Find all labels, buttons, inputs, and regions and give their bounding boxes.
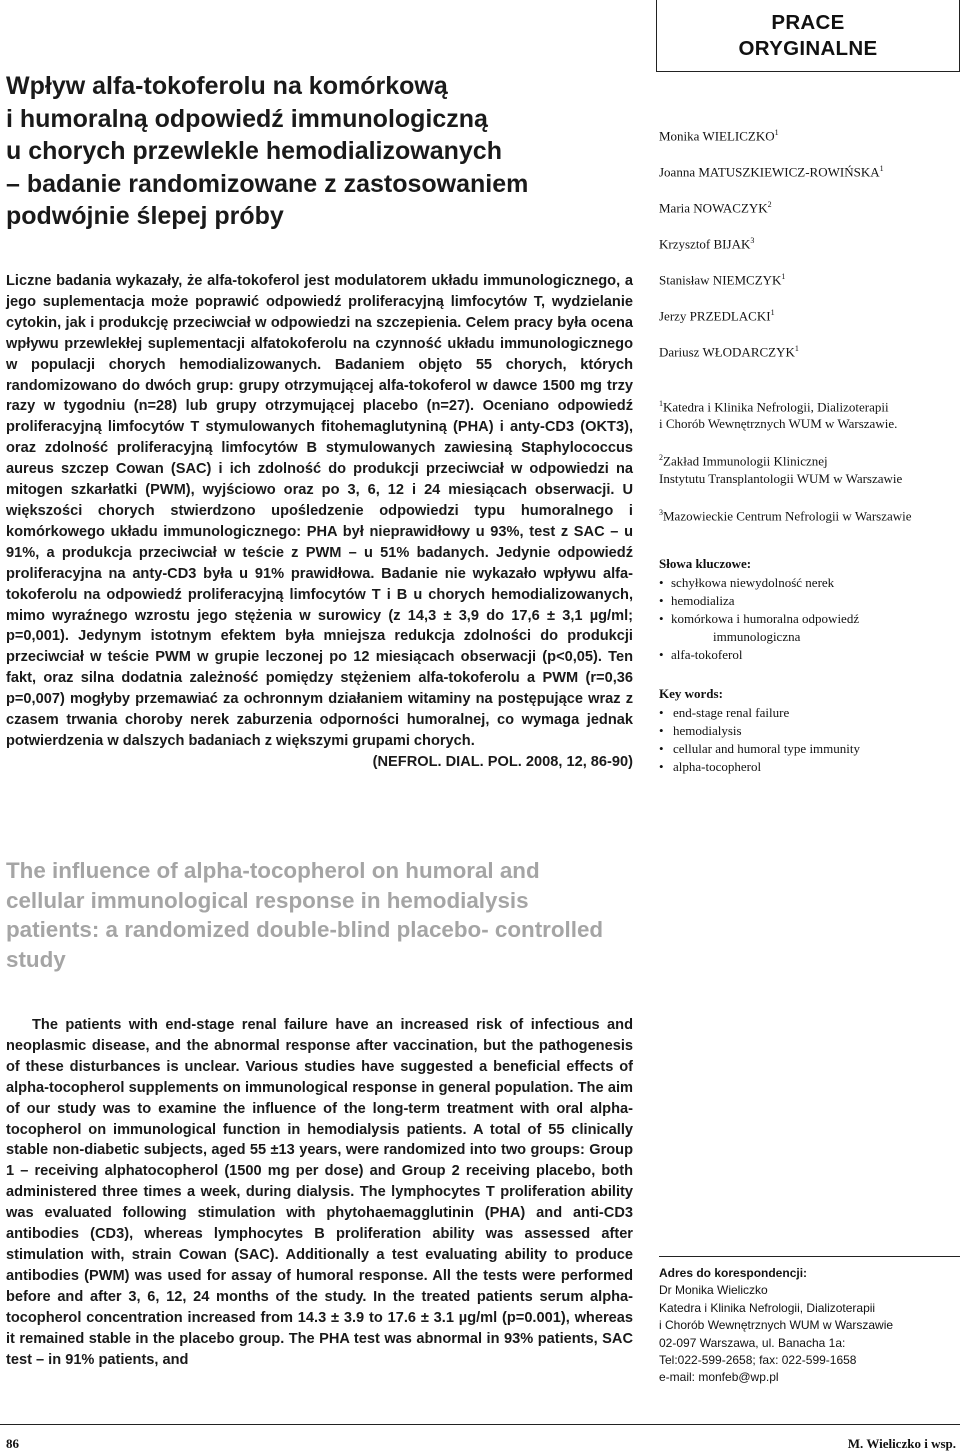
keyword-item-continuation: immunologiczna — [713, 629, 801, 644]
footer-divider — [0, 1424, 960, 1425]
affiliation: $^2$Zakład Immunologii Klinicznej Instytutu Transplantologii WUM w Warszawie — [659, 453, 903, 486]
author: Maria NOWACZYK$^2$ — [659, 200, 772, 216]
section-label-box — [656, 0, 960, 72]
section-label: PRACE ORYGINALNE — [738, 11, 878, 60]
abstract-polish-text: Liczne badania wykazały, że alfa-tokoferol jest modulatorem układu immunologicznego, a jego suplementacja może poprawić odpowiedź proliferacyjną limfocytów T, wydzielanie cytokin, jak i produkcję przeciwciał w odpowiedzi na szczepienia. Celem pracy była ocena wpływu przewlekłej suplementacji alfatokoferolu na czynność układu immunologicznego w populacji chorych hemodializowanych. Badaniem objęto 55 chorych, których randomizowano do dwóch grup: grupy otrzymującej alfa-tokoferol w dawce 1500 mg trzy razy w tygodniu (n=28) lub grupy otrzymującej placebo (n=27). Oceniano odpowiedź proliferacyjną limfocytów T stymulowanych fitohemaglutyniną (PHA) i anty-CD3 (OKT3), oraz zdolność proliferacyjną limfocytów B stymulowanych zawiesiną Staphylococcus aureus szczep Cowan (SAC) i ich zdolność do produkcji przeciwciał w odpowiedzi na mitogen szkarłatki (PWM), wyjściowo oraz po 3, 6, 12 i 24 miesiącach obserwacji. U większości chorych stwierdzono upośledzenie odpowiedzi typu humoralnego i komórkowego układu immunologicznego: PHA był nieprawidłowy u 93%, test z SAC – u 91%, a produkcja przeciwciał w teście z PWM – u 51% badanych. Jedynie odpowiedź proliferacyjna na anty-CD3 była u 91% prawidłowa. Badanie nie wykazało wpływu alfa-tokoferolu na odpowiedź proliferacyjną limfocytów T i B u chorych hemodializowanych, mimo wyraźnego wzrostu jego stężenia w surowicy (z 14,3 ± 3,9 do 17,6 ± 3,1 µg/ml; p=0,001). Jedynym istotnym efektem była mniejsza redukcja zdolności do produkcji przeciwciał w teście PWM w grupie leczonej po 12 miesiącach obserwacji (p<0,05). Ten fakt, oraz silna dodatnia zależność pomiędzy stężeniem alfa-tokoferolu a PWM (r=0,36 p=0,007) mogłyby przemawiać za ochronnym działaniem witaminy na postępujące wraz z czasem trwania choroby nerek zaburzenia odporności humoralnej, co wymaga jednak potwierdzenia w dalszych badaniach z większymi grupami chorych. — [6, 273, 633, 749]
running-author: M. Wieliczko i wsp. — [847, 1436, 956, 1451]
keywords-polish-heading: Słowa kluczowe: — [659, 556, 752, 571]
author: Stanisław NIEMCZYK$^1$ — [659, 272, 786, 288]
keyword-item: • end-stage renal failure — [659, 704, 959, 722]
keywords-english-heading: Key words: — [659, 686, 723, 701]
abstract-english: The patients with end-stage renal failure have an increased risk of infectious and neoplasmic disease, and the abnormal response after vaccination, but the pathogenesis of these disturbances is unclear. Various studies have suggested a beneficial effects of alpha-tocopherol supplements on immunological response in general population. The aim of our study was to examine the influence of the long-term treatment with oral alpha-tocopherol on immunological function in hemodialysis patients. A total of 55 clinically stable non-diabetic subjects, aged 55 ±13 years, were randomized into two groups: Group 1 – receiving alphatocopherol (1500 mg per dose) and Group 2 receiving placebo, both administered three times a week, during dialysis. The lymphocytes T proliferation ability was evaluated following stimulation with phytohaemagglutinin (PHA) and anti-CD3 antibodies (CD3), whereas lymphocytes B proliferation ability was assessed after stimulation with, strain Cowan (SAC). Additionally a test evaluating ability to produce antibodies (PWM) was used for assay of humoral response. All the tests were performed before and after 3, 6, 12, 24 months of the study. In the treated patients serum alpha-tocopherol concentration increased from 14.3 ± 3.9 to 17.6 ± 3.1 µg/ml (p=0.001), whereas it remained stable in the placebo group. The PHA test was abnormal in 93% patients, SAC test – in 91% patients, and — [6, 1017, 633, 1368]
email-link[interactable]: e-mail: monfeb@wp.pl — [659, 1370, 779, 1385]
keyword-item: • hemodializa — [659, 592, 959, 610]
title-english: The influence of alpha-tocopherol on humoral and cellular immunological response in hemodialysis patients: a randomized double-blind placebo- controlled study — [6, 858, 604, 972]
abstract-polish — [6, 271, 633, 773]
affiliation: $^3$Mazowieckie Centrum Nefrologii w Warszawie — [659, 507, 912, 523]
keyword-item: • alpha-tocopherol — [659, 758, 959, 776]
correspondence-heading: Adres do korespondencji: — [659, 1266, 808, 1280]
keyword-item: • hemodialysis — [659, 722, 959, 740]
correspondence-address: Adres do korespondencji: Dr Monika Wieliczko Katedra i Klinika Nefrologii, Dializoterapii i Chorób Wewnętrznych WUM w Warszawie 02-097 Warszawa, ul. Banacha 1a: Tel:022-599-2658; fax: 022-599-1658 e-mail: monfeb@wp.pl — [659, 1265, 959, 1387]
keywords-polish — [659, 555, 959, 664]
author-list — [659, 124, 959, 376]
affiliation-list — [659, 395, 959, 541]
author: Jerzy PRZEDLACKI$^1$ — [659, 308, 775, 324]
keyword-item: • cellular and humoral type immunity — [659, 740, 959, 758]
title-polish: Wpływ alfa-tokoferolu na komórkową i humoralną odpowiedź immunologiczną u chorych przewlekle hemodializowanych – badanie randomizowane z zastosowaniem podwójnie ślepej próby — [6, 72, 529, 230]
author: Dariusz WŁODARCZYK$^1$ — [659, 344, 799, 360]
keyword-item: • komórkowa i humoralna odpowiedź — [659, 610, 959, 628]
author: Krzysztof BIJAK$^3$ — [659, 236, 755, 252]
keywords-english — [659, 685, 959, 776]
page-number: 86 — [6, 1436, 19, 1451]
keyword-item: • alfa-tokoferol — [659, 646, 959, 664]
affiliation: $^1$Katedra i Klinika Nefrologii, Dializoterapii i Chorób Wewnętrznych WUM w Warszawie. — [659, 399, 898, 432]
journal-citation: (NEFROL. DIAL. POL. 2008, 12, 86-90) — [372, 753, 633, 770]
author: Monika WIELICZKO$^1$ — [659, 128, 779, 144]
keyword-item: • schyłkowa niewydolność nerek — [659, 574, 959, 592]
author: Joanna MATUSZKIEWICZ-ROWIŃSKA$^1$ — [659, 164, 884, 180]
correspondence-divider — [659, 1256, 960, 1257]
